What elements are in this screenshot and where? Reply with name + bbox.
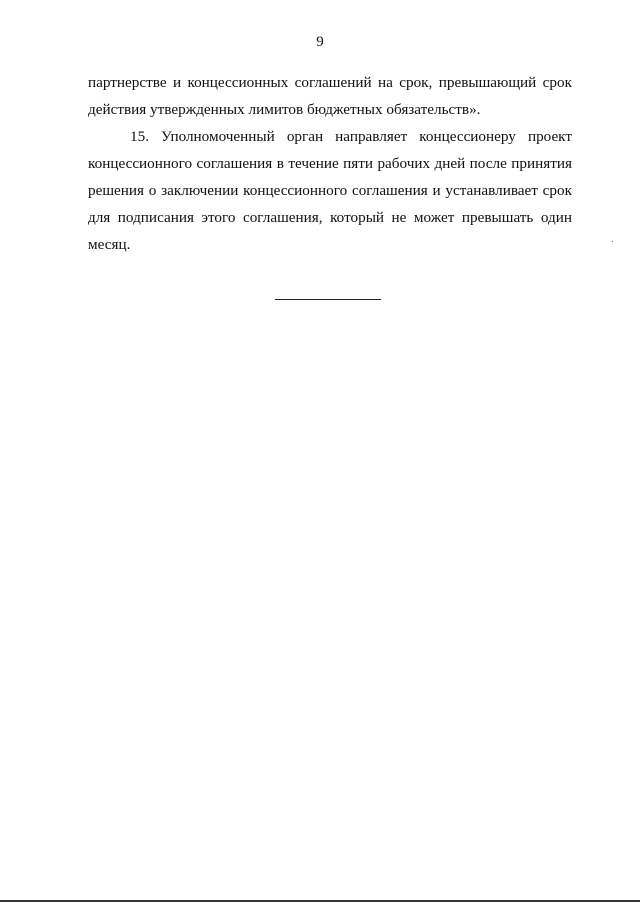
text-line-2: действия утвержденных лимитов бюджетных обязательств». — [88, 101, 481, 118]
paragraph-15-line-5: месяц. — [88, 236, 131, 253]
scan-speck — [612, 241, 613, 242]
page-number: 9 — [316, 34, 324, 50]
paragraph-15-line-1: 15. Уполномоченный орган направляет концессионеру проект — [130, 128, 572, 145]
paragraph-15-line-2: концессионного соглашения в течение пяти рабочих дней после принятия — [88, 155, 572, 172]
paragraph-15-line-4: для подписания этого соглашения, который не может превышать один — [88, 209, 572, 226]
page-bottom-edge — [0, 900, 640, 902]
text-line-1: партнерстве и концессионных соглашений на срок, превышающий срок — [88, 74, 572, 91]
paragraph-15-line-3: решения о заключении концессионного соглашения и устанавливает срок — [88, 182, 572, 199]
end-of-document-rule — [275, 299, 381, 300]
